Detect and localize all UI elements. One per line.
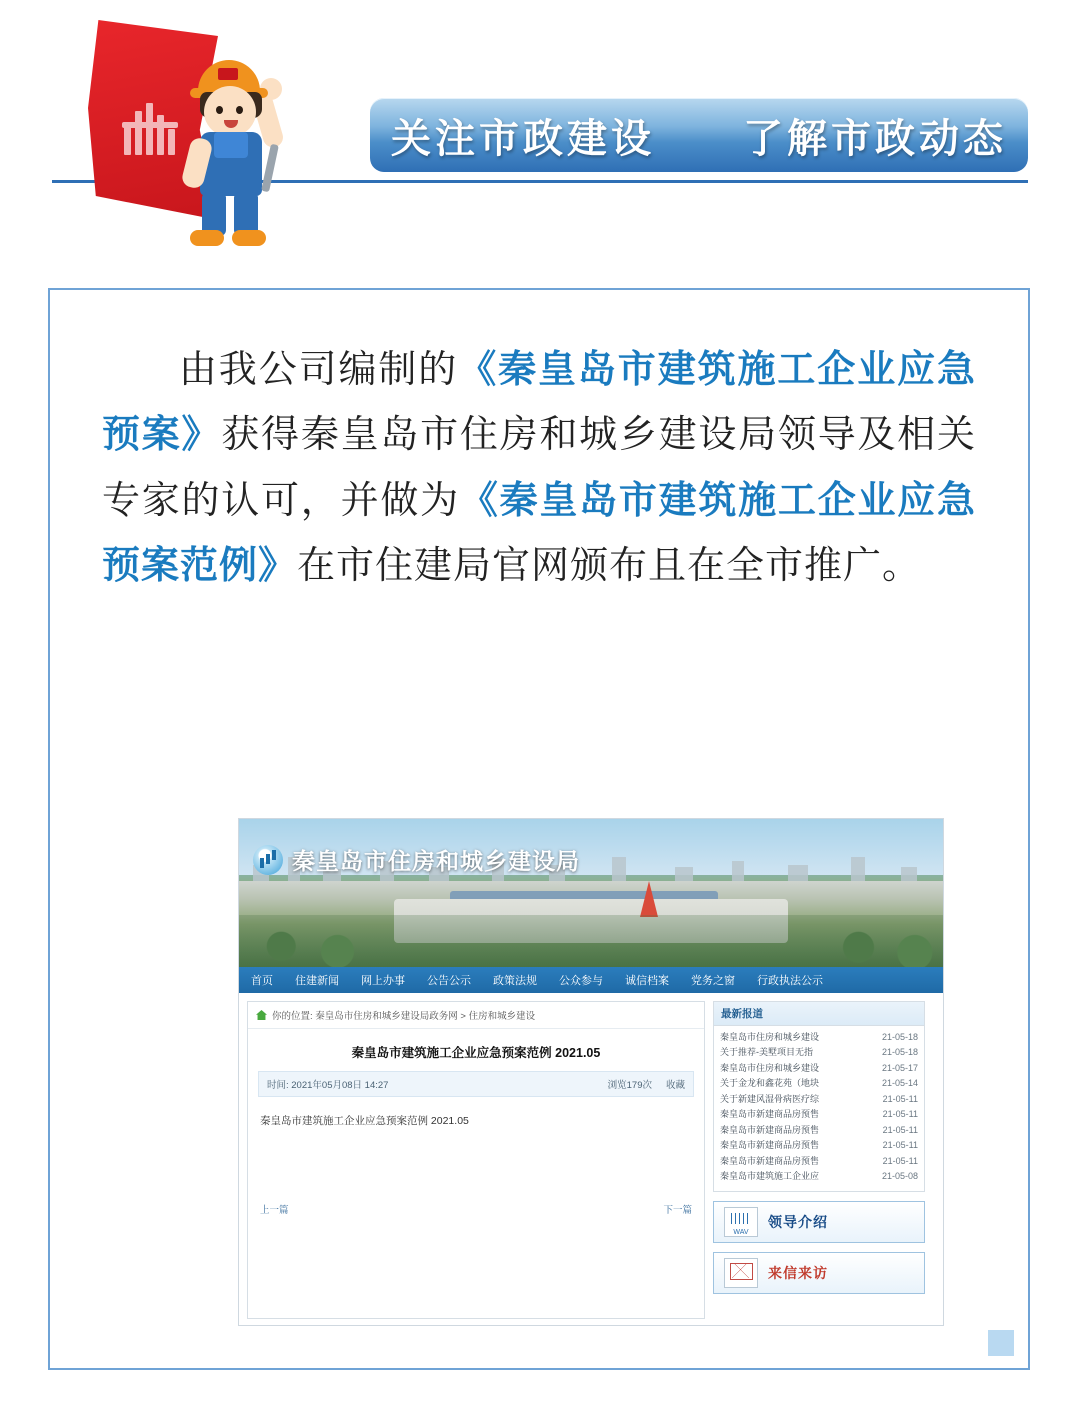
list-item[interactable] <box>720 1169 918 1184</box>
list-item[interactable] <box>720 1123 918 1138</box>
leader-intro-button[interactable] <box>713 1201 925 1243</box>
mascot-illustration <box>78 14 308 239</box>
list-item[interactable] <box>720 1138 918 1153</box>
prev-article-link[interactable]: 上一篇 <box>260 1205 289 1216</box>
list-item[interactable] <box>720 1076 918 1091</box>
article-collect-link[interactable]: 收藏 <box>665 1080 685 1091</box>
news-title[interactable]: 关于金龙和鑫花苑（地块 <box>720 1078 820 1089</box>
mail-visit-button[interactable] <box>713 1252 925 1294</box>
news-date: 21-05-11 <box>882 1093 918 1104</box>
highlight-example-title: 《秦皇岛市建筑施工企业应急预案范例》 <box>102 479 976 588</box>
banner-title: 关注市政建设 了解市政动态 <box>391 115 1007 161</box>
embedded-website-screenshot <box>238 818 944 1326</box>
article-title: 秦皇岛市建筑施工企业应急预案范例 2021.05 <box>351 1046 601 1060</box>
news-date: 21-05-11 <box>882 1140 918 1151</box>
sidebar-panel <box>713 1001 925 1319</box>
nav-item-enforcement[interactable]: 行政执法公示 <box>757 975 823 987</box>
leader-intro-label: 领导介绍 <box>768 1213 828 1230</box>
list-item[interactable] <box>720 1030 918 1045</box>
latest-news-title: 最新报道 <box>714 1002 924 1026</box>
site-hero-image <box>239 819 943 967</box>
nav-item-notice[interactable]: 公告公示 <box>427 975 471 987</box>
article-time: 时间: 2021年05月08日 14:27 <box>267 1080 389 1091</box>
header-banner <box>370 98 1028 172</box>
latest-news-box <box>713 1001 925 1192</box>
article-paragraph <box>102 338 976 599</box>
nav-item-policy[interactable]: 政策法规 <box>493 975 537 987</box>
list-item[interactable] <box>720 1154 918 1169</box>
worker-character-icon <box>174 34 294 249</box>
highlight-plan-title: 《秦皇岛市建筑施工企业应急预案》 <box>102 349 976 457</box>
nav-item-party[interactable]: 党务之窗 <box>691 975 735 987</box>
news-title[interactable]: 秦皇岛市住房和城乡建设 <box>720 1032 820 1042</box>
site-emblem-icon <box>253 845 283 875</box>
wav-audio-icon: WAV <box>724 1207 758 1237</box>
news-date: 21-05-14 <box>881 1078 918 1089</box>
site-content-area <box>239 993 943 1319</box>
list-item[interactable] <box>720 1061 918 1076</box>
nav-item-news[interactable]: 住建新闻 <box>295 975 339 987</box>
next-article-link[interactable]: 下一篇 <box>663 1205 692 1216</box>
article-views: 浏览179次 <box>607 1080 652 1091</box>
news-title[interactable]: 秦皇岛市住房和城乡建设 <box>720 1062 820 1073</box>
paragraph-segment-3: 在市住建局官网颁布且在全市推广。 <box>297 545 922 588</box>
mail-icon <box>724 1258 758 1288</box>
news-title[interactable]: 秦皇岛市建筑施工企业应 <box>720 1171 820 1182</box>
news-date: 21-05-17 <box>881 1062 918 1073</box>
breadcrumb-text: 你的位置: 秦皇岛市住房和城乡建设局政务网 > 住房和城乡建设 <box>272 1011 536 1022</box>
breadcrumb <box>248 1002 704 1029</box>
nav-item-home[interactable]: 首页 <box>251 975 273 987</box>
news-date: 21-05-18 <box>881 1047 918 1058</box>
content-card <box>48 288 1030 1370</box>
news-date: 21-05-08 <box>881 1171 918 1182</box>
news-date: 21-05-11 <box>882 1109 918 1120</box>
article-panel <box>247 1001 705 1319</box>
latest-news-list <box>714 1026 924 1191</box>
article-pager <box>248 1144 704 1224</box>
site-title: 秦皇岛市住房和城乡建设局 <box>292 848 580 874</box>
page-header <box>0 0 1080 250</box>
news-title[interactable]: 秦皇岛市新建商品房预售 <box>720 1124 820 1135</box>
list-item[interactable] <box>720 1107 918 1122</box>
mail-visit-label: 来信来访 <box>768 1264 828 1281</box>
news-title[interactable]: 秦皇岛市新建商品房预售 <box>720 1140 820 1151</box>
list-item[interactable] <box>720 1045 918 1060</box>
news-title[interactable]: 秦皇岛市新建商品房预售 <box>720 1109 820 1120</box>
news-date: 21-05-18 <box>881 1032 918 1042</box>
site-nav-bar[interactable] <box>239 967 943 993</box>
nav-item-public[interactable]: 公众参与 <box>559 975 603 987</box>
news-title[interactable]: 关于新建风湿骨病医疗综 <box>720 1093 820 1104</box>
news-title[interactable]: 秦皇岛市新建商品房预售 <box>720 1155 820 1166</box>
nav-item-credit[interactable]: 诚信档案 <box>625 975 669 987</box>
site-logo <box>253 843 580 876</box>
paragraph-segment-2: 获得秦皇岛市住房和城乡建设局领导及相关专家的认可，并做为 <box>102 414 976 522</box>
news-title[interactable]: 关于推荐-美墅项目无指 <box>720 1047 813 1058</box>
list-item[interactable] <box>720 1092 918 1107</box>
news-date: 21-05-11 <box>882 1124 918 1135</box>
monument-icon <box>640 881 658 917</box>
nav-item-online[interactable]: 网上办事 <box>361 975 405 987</box>
home-icon <box>256 1010 267 1020</box>
news-date: 21-05-11 <box>882 1155 918 1166</box>
article-meta-bar <box>258 1071 694 1097</box>
article-body-text: 秦皇岛市建筑施工企业应急预案范例 2021.05 <box>260 1115 469 1127</box>
paragraph-segment-1: 由我公司编制的 <box>178 349 459 391</box>
